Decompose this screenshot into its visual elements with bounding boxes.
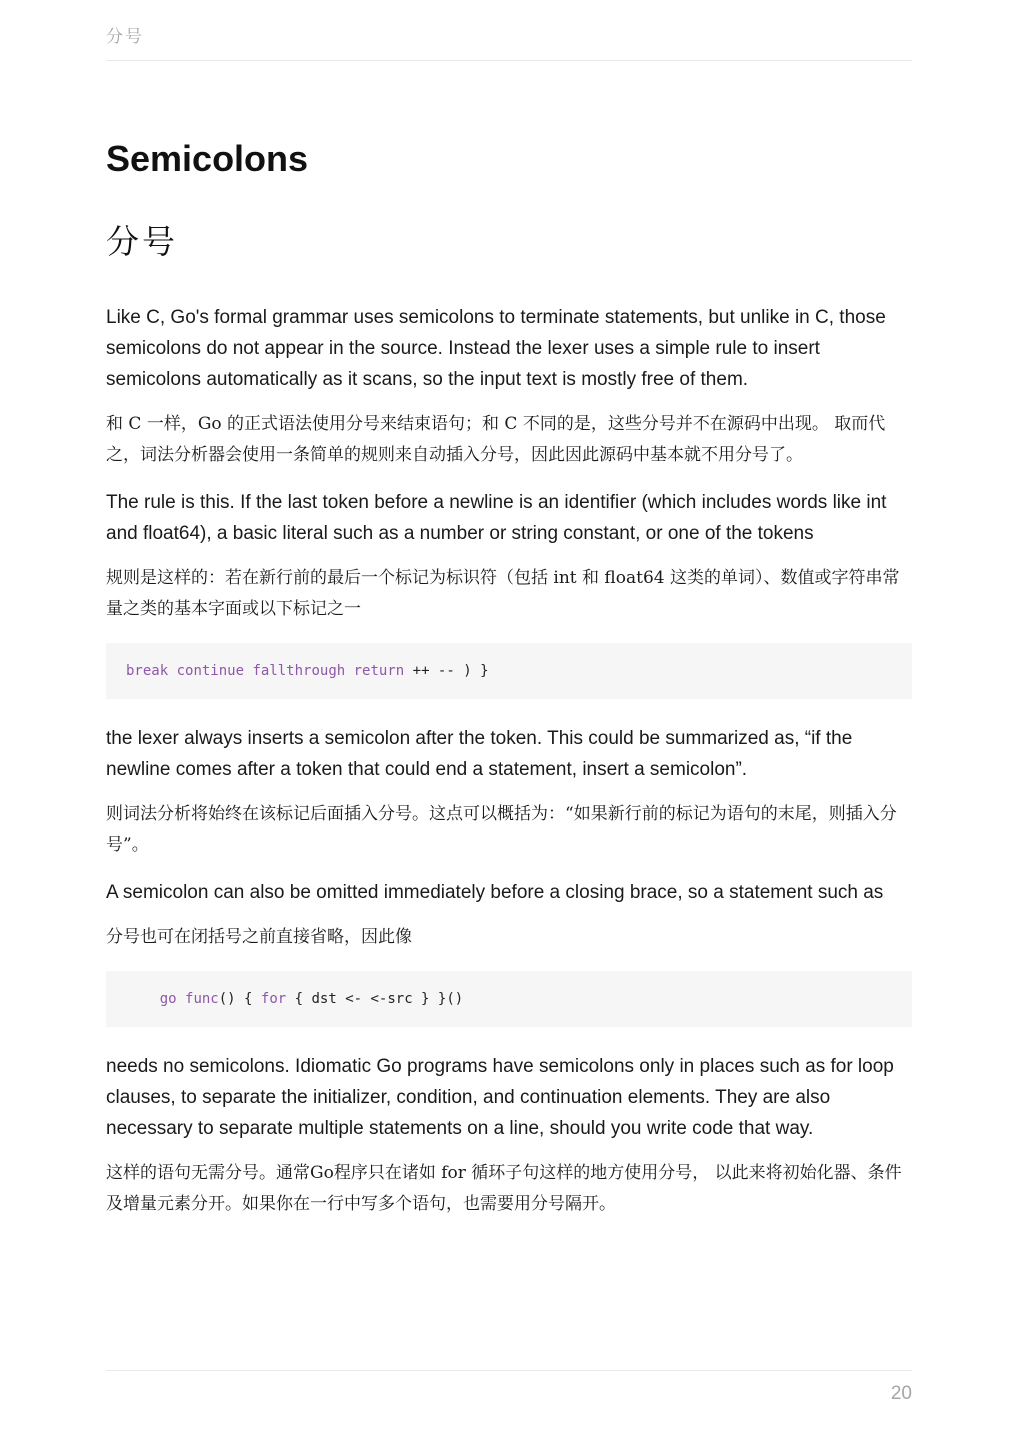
code-keyword: break [126,663,169,679]
code-keyword: go [159,991,177,1007]
page-number: 20 [890,1383,912,1404]
section-title-zh: 分号 [106,222,178,261]
paragraph-2-en: The rule is this. If the last token before a newline is an identifier (which includes words like int and float64), a basic literal such as a number or string constant, or one of the tokens [106,492,887,544]
paragraph-4-en: A semicolon can also be omitted immediately before a closing brace, so a statement such as [106,882,884,903]
code-keyword: fallthrough [252,663,346,679]
code-keyword: func [185,991,219,1007]
code-text: { dst <- <-src } }() [286,991,464,1007]
paragraph-3-zh: 则词法分析将始终在该标记后面插入分号。这点可以概括为：“如果新行前的标记为语句的末尾，则插入分号”。 [106,804,897,855]
code-block-tokens [106,643,912,699]
code-keyword: continue [176,663,245,679]
code-text: ++ -- ) } [412,663,489,679]
page-content [106,138,912,1220]
paragraph-2-zh: 规则是这样的：若在新行前的最后一个标记为标识符（包括 int 和 float64 这类的单词）、数值或字符串常量之类的基本字面或以下标记之一 [106,568,900,619]
code-text: () { [218,991,261,1007]
paragraph-5-en: needs no semicolons. Idiomatic Go programs have semicolons only in places such as for loop clauses, to separate the initializer, condition, and continuation elements. They are also necessary to separate multiple statements on a line, should you write code that way. [106,1056,894,1139]
code-keyword: return [353,663,405,679]
header-divider [106,60,912,61]
paragraph-3-en: the lexer always inserts a semicolon after the token. This could be summarized as, “if the newline comes after a token that could end a statement, insert a semicolon”. [106,728,853,780]
code-indent [126,991,160,1007]
code-keyword: for [260,991,287,1007]
paragraph-1-zh: 和 C 一样，Go 的正式语法使用分号来结束语句；和 C 不同的是，这些分号并不在源码中出现。 取而代之，词法分析器会使用一条简单的规则来自动插入分号，因此因此源码中基本就不用分号了。 [106,414,886,465]
section-title-en: Semicolons [106,138,309,179]
paragraph-1-en: Like C, Go's formal grammar uses semicolons to terminate statements, but unlike in C, those semicolons do not appear in the source. Instead the lexer uses a simple rule to insert semicolons automatically as it scans, so the input text is mostly free of them. [106,307,886,390]
document-page [106,0,912,1440]
paragraph-5-zh: 这样的语句无需分号。通常Go程序只在诸如 for 循环子句这样的地方使用分号， 以此来将初始化器、条件及增量元素分开。如果你在一行中写多个语句，也需要用分号隔开。 [106,1163,902,1214]
footer-divider [106,1370,912,1371]
code-block-go-statement [106,971,912,1027]
paragraph-4-zh: 分号也可在闭括号之前直接省略，因此像 [106,927,412,947]
running-header: 分号 [106,27,144,47]
